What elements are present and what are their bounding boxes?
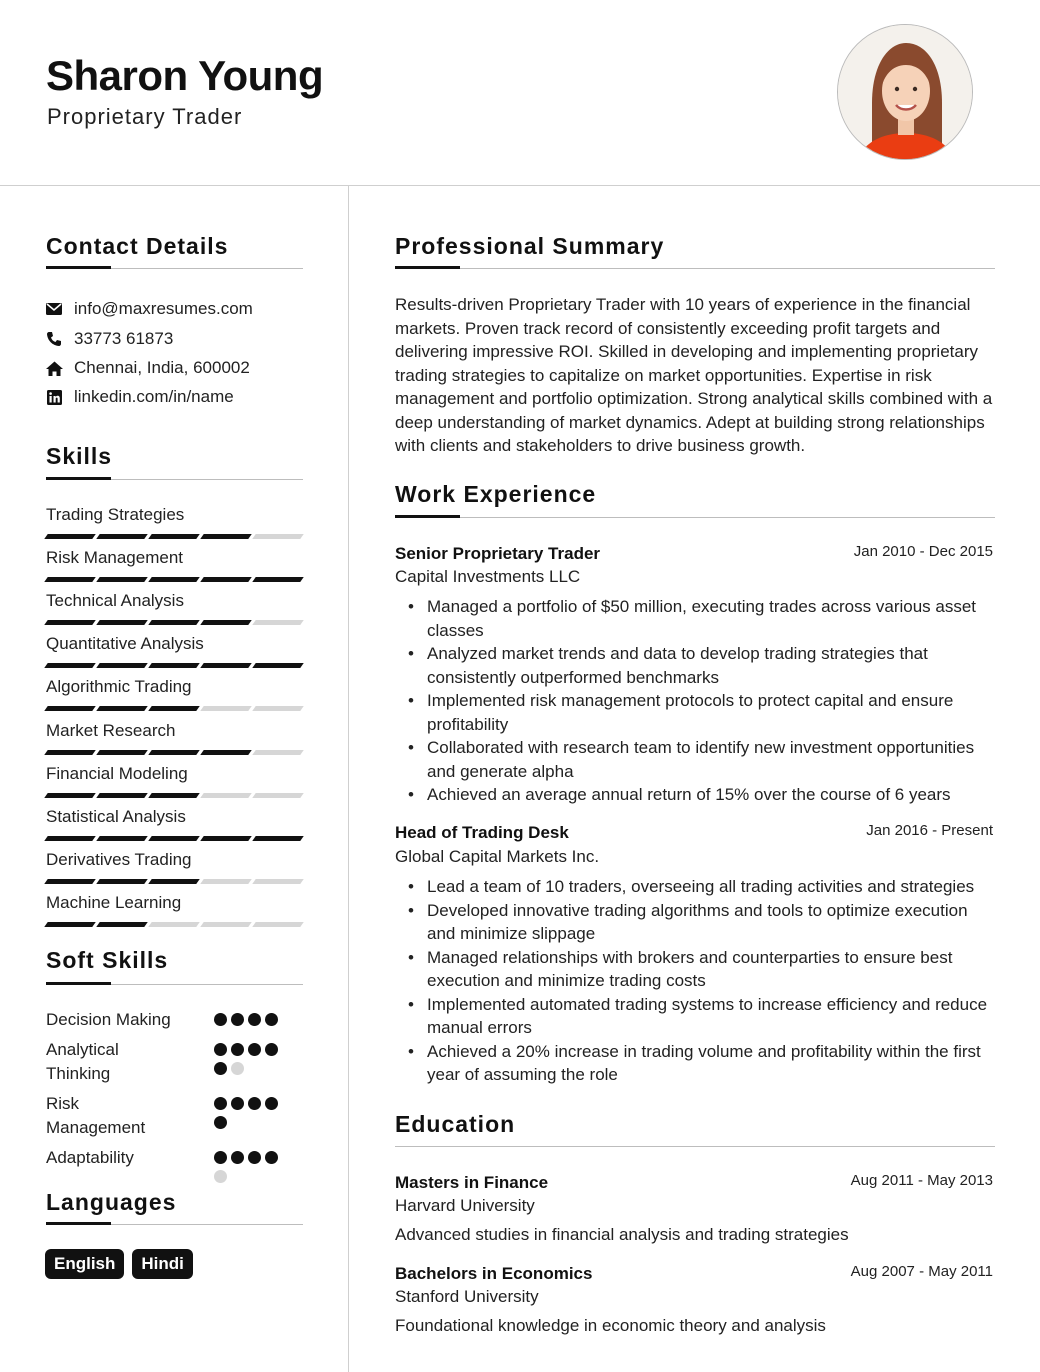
- skill-level-segment: [252, 663, 304, 668]
- skill-level-segment: [148, 663, 200, 668]
- soft-skill-rating: [214, 1043, 294, 1075]
- skill-level-segment: [148, 620, 200, 625]
- summary-section-accent: [395, 266, 460, 269]
- rating-dot: [231, 1043, 244, 1056]
- education-school: Harvard University: [395, 1196, 535, 1215]
- contact-section-title: Contact Details: [46, 233, 229, 259]
- skills-section-accent: [46, 477, 111, 480]
- profile-photo-illustration: [838, 25, 973, 160]
- rating-dot: [265, 1013, 278, 1026]
- education-date: Aug 2007 - May 2011: [850, 1263, 993, 1280]
- skill-level-segment: [96, 922, 148, 927]
- skill-level-segment: [200, 620, 252, 625]
- skill-level-segment: [96, 706, 148, 711]
- job-bullet: • Implemented automated trading systems to increase efficiency and reduce manual errors: [405, 993, 1000, 1040]
- skill-level-segment: [148, 750, 200, 755]
- job-bullet: • Developed innovative trading algorithms and tools to optimize execution and minimize slippage: [405, 899, 1000, 946]
- skill-level-segment: [96, 750, 148, 755]
- rating-dot: [265, 1043, 278, 1056]
- rating-dot: [214, 1062, 227, 1075]
- skill-level-segment: [44, 706, 96, 711]
- candidate-role: Proprietary Trader: [47, 104, 243, 129]
- skill-level-bar: [46, 750, 302, 755]
- rating-dot: [248, 1151, 261, 1164]
- rating-dot: [214, 1013, 227, 1026]
- job-bullet: • Managed relationships with brokers and counterparties to ensure best execution and minimize trading costs: [405, 946, 1000, 993]
- phone-icon: [45, 330, 63, 348]
- language-pill: English: [45, 1249, 124, 1279]
- job-bullet: • Lead a team of 10 traders, overseeing all trading activities and strategies: [405, 875, 1000, 899]
- rating-dot: [214, 1151, 227, 1164]
- skill-level-segment: [44, 922, 96, 927]
- language-pill: Hindi: [132, 1249, 193, 1279]
- skill-level-segment: [44, 534, 96, 539]
- education-section-title: Education: [395, 1111, 516, 1137]
- skill-level-segment: [44, 879, 96, 884]
- skill-level-segment: [252, 750, 304, 755]
- skill-level-segment: [200, 663, 252, 668]
- soft-skill-label: Adaptability: [46, 1148, 134, 1167]
- rating-dot: [231, 1062, 244, 1075]
- skill-label: Statistical Analysis: [46, 806, 186, 826]
- contact-phone-text: 33773 61873: [74, 329, 174, 348]
- skill-level-segment: [200, 922, 252, 927]
- education-degree: Bachelors in Economics: [395, 1264, 593, 1283]
- skill-level-segment: [148, 922, 200, 927]
- skill-level-segment: [44, 793, 96, 798]
- skill-level-bar: [46, 836, 302, 841]
- skill-level-segment: [96, 534, 148, 539]
- skills-section-title: Skills: [46, 443, 113, 469]
- job-bullets: [405, 875, 1000, 1087]
- languages-list: [45, 1249, 193, 1279]
- job-date: Jan 2016 - Present: [866, 822, 993, 839]
- skill-level-segment: [44, 750, 96, 755]
- skill-level-segment: [252, 620, 304, 625]
- skill-level-segment: [252, 793, 304, 798]
- contact-address-text: Chennai, India, 600002: [74, 358, 250, 377]
- skill-level-segment: [44, 663, 96, 668]
- skill-level-segment: [200, 879, 252, 884]
- soft-skill-label: Decision Making: [46, 1010, 171, 1029]
- job-bullet: • Achieved a 20% increase in trading volume and profitability within the first year of assuming the role: [405, 1040, 1000, 1087]
- skill-level-segment: [148, 836, 200, 841]
- rating-dot: [248, 1043, 261, 1056]
- skill-level-segment: [96, 577, 148, 582]
- experience-section-rule: [395, 517, 995, 518]
- skill-level-segment: [96, 836, 148, 841]
- skill-label: Algorithmic Trading: [46, 677, 192, 697]
- education-description: Advanced studies in financial analysis and trading strategies: [395, 1225, 849, 1244]
- skill-level-bar: [46, 793, 302, 798]
- contact-linkedin-text: linkedin.com/in/name: [74, 387, 234, 406]
- job-bullets: [405, 595, 1000, 807]
- skill-level-segment: [200, 577, 252, 582]
- education-date: Aug 2011 - May 2013: [850, 1172, 993, 1189]
- skill-level-segment: [252, 922, 304, 927]
- job-date: Jan 2010 - Dec 2015: [853, 543, 993, 560]
- skill-level-bar: [46, 534, 302, 539]
- job-bullet: • Managed a portfolio of $50 million, executing trades across various asset classes: [405, 595, 1000, 642]
- job-bullet: • Analyzed market trends and data to develop trading strategies that consistently outperformed benchmarks: [405, 642, 1000, 689]
- skill-level-segment: [200, 706, 252, 711]
- skill-label: Derivatives Trading: [46, 849, 192, 869]
- skill-label: Financial Modeling: [46, 763, 188, 783]
- skill-label: Risk Management: [46, 548, 184, 568]
- skill-level-segment: [252, 577, 304, 582]
- candidate-name: Sharon Young: [46, 52, 324, 99]
- skill-level-segment: [148, 879, 200, 884]
- rating-dot: [248, 1097, 261, 1110]
- education-section-rule: [395, 1146, 995, 1147]
- contact-section-accent: [46, 266, 111, 269]
- soft-skill-label: Analytical Thinking: [46, 1040, 119, 1083]
- skill-level-bar: [46, 577, 302, 582]
- skill-level-segment: [200, 534, 252, 539]
- rating-dot: [214, 1097, 227, 1110]
- rating-dot: [214, 1116, 227, 1129]
- contact-email-text: info@maxresumes.com: [74, 299, 253, 318]
- skill-level-segment: [44, 620, 96, 625]
- skill-level-segment: [148, 706, 200, 711]
- summary-section-title: Professional Summary: [395, 233, 665, 259]
- education-degree: Masters in Finance: [395, 1173, 549, 1192]
- job-bullet: • Collaborated with research team to identify new investment opportunities and generate alpha: [405, 736, 1000, 783]
- skill-level-segment: [252, 836, 304, 841]
- skill-level-segment: [200, 836, 252, 841]
- skill-level-segment: [96, 663, 148, 668]
- skill-level-segment: [44, 577, 96, 582]
- soft-skills-section-accent: [46, 982, 111, 985]
- home-icon: [45, 359, 63, 377]
- job-bullet: • Achieved an average annual return of 15% over the course of 6 years: [405, 783, 1000, 807]
- languages-section-accent: [46, 1222, 111, 1225]
- skill-level-segment: [148, 534, 200, 539]
- contact-linkedin[interactable]: [45, 386, 234, 408]
- experience-section-accent: [395, 515, 460, 518]
- skill-level-bar: [46, 879, 302, 884]
- skill-level-segment: [200, 793, 252, 798]
- job-organization: Global Capital Markets Inc.: [395, 847, 600, 866]
- job-title: Senior Proprietary Trader: [395, 544, 601, 563]
- linkedin-icon: [45, 388, 63, 406]
- summary-text: Results-driven Proprietary Trader with 10 years of experience in the financial markets. Proven track record of consistently exceeding profit targets and delivering impressive ROI. Skilled in developing and implementing proprietary trading strategies to capitalize on market opportunities. Expertise in risk management and portfolio optimization. Strong analytical skills combined with a deep understanding of market dynamics. Adept at building strong relationships with clients and stakeholders to drive business growth.: [395, 295, 993, 455]
- skill-label: Market Research: [46, 720, 176, 740]
- languages-section-title: Languages: [46, 1189, 177, 1215]
- experience-section-title: Work Experience: [395, 481, 597, 507]
- contact-address: [45, 357, 250, 379]
- rating-dot: [265, 1151, 278, 1164]
- resume-header: [0, 0, 1040, 186]
- rating-dot: [214, 1043, 227, 1056]
- skill-level-bar: [46, 620, 302, 625]
- job-title: Head of Trading Desk: [395, 823, 569, 842]
- skill-level-segment: [96, 879, 148, 884]
- skill-level-segment: [148, 793, 200, 798]
- profile-photo-icon: [837, 24, 973, 160]
- skill-label: Trading Strategies: [46, 505, 185, 524]
- skill-level-bar: [46, 922, 302, 927]
- skill-level-segment: [252, 706, 304, 711]
- job-bullet: • Implemented risk management protocols to protect capital and ensure profitability: [405, 689, 1000, 736]
- soft-skills-section-title: Soft Skills: [46, 947, 169, 973]
- email-icon: [45, 300, 63, 318]
- job-organization: Capital Investments LLC: [395, 567, 581, 586]
- rating-dot: [248, 1013, 261, 1026]
- skill-level-segment: [252, 879, 304, 884]
- skill-level-segment: [200, 750, 252, 755]
- education-description: Foundational knowledge in economic theory and analysis: [395, 1316, 826, 1335]
- contact-email[interactable]: [45, 298, 253, 320]
- skill-label: Quantitative Analysis: [46, 634, 204, 654]
- skill-level-segment: [96, 620, 148, 625]
- skill-level-bar: [46, 663, 302, 668]
- skill-level-segment: [148, 577, 200, 582]
- rating-dot: [214, 1170, 227, 1183]
- rating-dot: [265, 1097, 278, 1110]
- soft-skill-label: Risk Management: [46, 1094, 146, 1137]
- soft-skill-rating: [214, 1097, 294, 1129]
- skill-label: Technical Analysis: [46, 591, 184, 611]
- rating-dot: [231, 1151, 244, 1164]
- skill-level-bar: [46, 706, 302, 711]
- contact-phone[interactable]: [45, 328, 173, 350]
- rating-dot: [231, 1097, 244, 1110]
- skill-level-segment: [252, 534, 304, 539]
- skill-level-segment: [44, 836, 96, 841]
- summary-section-rule: [395, 268, 995, 269]
- skill-level-segment: [96, 793, 148, 798]
- column-divider: [348, 186, 349, 1372]
- skill-label: Machine Learning: [46, 892, 182, 912]
- soft-skill-rating: [214, 1151, 294, 1183]
- rating-dot: [231, 1013, 244, 1026]
- education-school: Stanford University: [395, 1287, 539, 1306]
- soft-skill-rating: [214, 1013, 294, 1026]
